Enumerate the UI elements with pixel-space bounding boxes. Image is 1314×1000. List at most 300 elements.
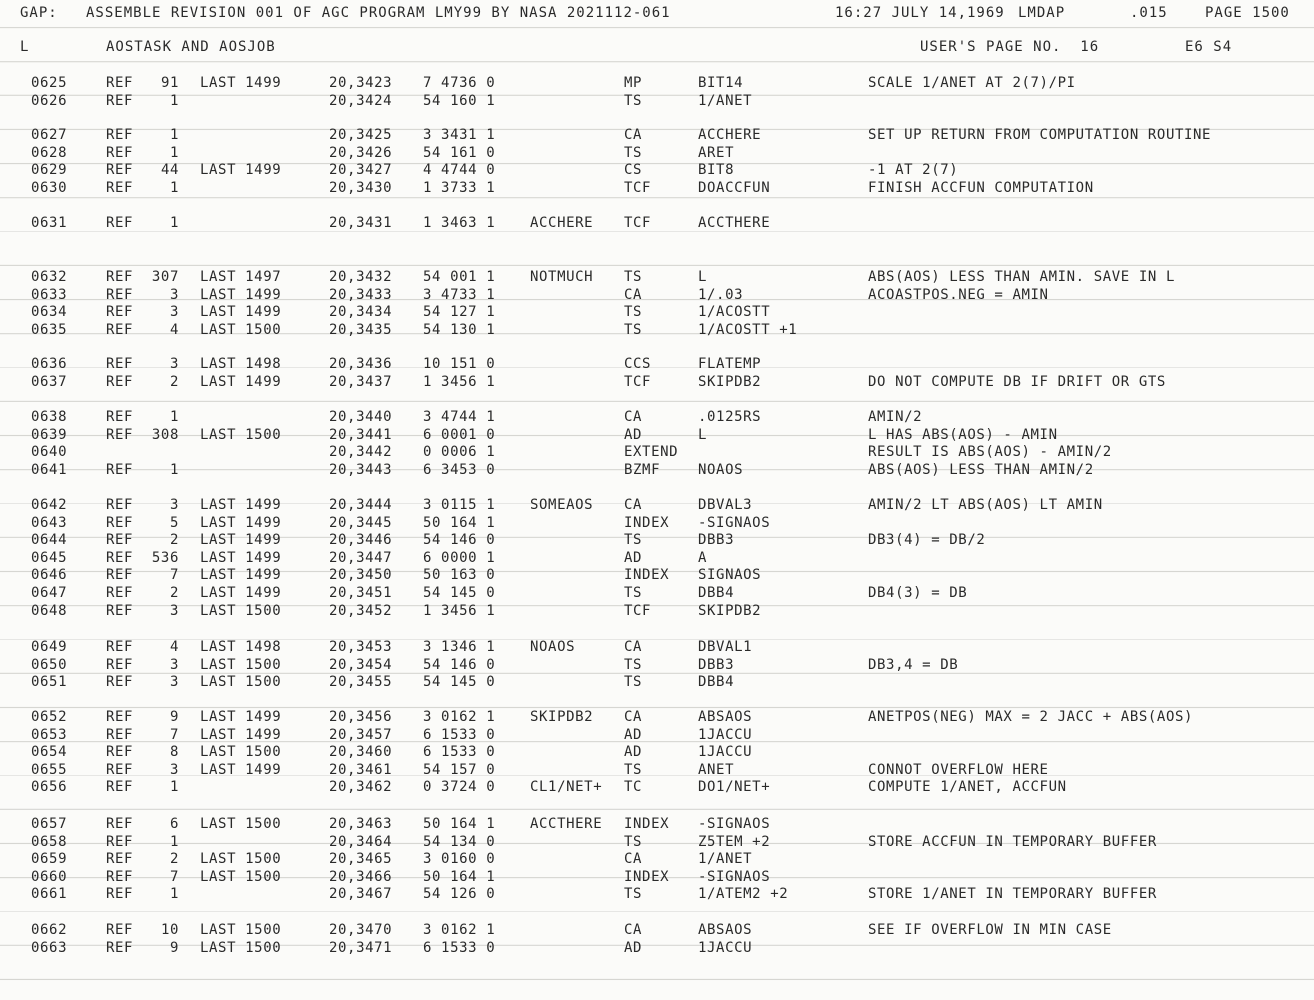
last-ref: LAST 1499 bbox=[200, 373, 282, 390]
comment: CONNOT OVERFLOW HERE bbox=[868, 761, 1049, 778]
last-ref: LAST 1500 bbox=[200, 321, 282, 338]
ref-count: 9 bbox=[169, 939, 179, 956]
page-code: E6 S4 bbox=[1185, 39, 1233, 55]
ref-label: REF bbox=[106, 549, 134, 566]
ref-count: 1 bbox=[169, 144, 179, 161]
comment: DO NOT COMPUTE DB IF DRIFT OR GTS bbox=[868, 373, 1166, 390]
address: 20,3465 bbox=[329, 851, 393, 868]
opcode: AD bbox=[624, 744, 643, 761]
address: 20,3450 bbox=[329, 567, 393, 584]
opcode: CCS bbox=[624, 356, 652, 372]
ref-label: REF bbox=[106, 639, 134, 655]
ref-label: REF bbox=[106, 144, 134, 161]
ref-label: REF bbox=[106, 461, 134, 478]
ref-label: REF bbox=[106, 939, 134, 956]
octal-code: 54 001 1 bbox=[423, 269, 496, 285]
octal-code: 6 0001 0 bbox=[423, 426, 496, 443]
assembly-time-date: 16:27 JULY 14,1969 bbox=[835, 5, 1005, 21]
comment: COMPUTE 1/ANET, ACCFUN bbox=[868, 779, 1067, 796]
octal-code: 1 3733 1 bbox=[423, 179, 496, 196]
opcode: TCF bbox=[624, 602, 652, 619]
ref-label: REF bbox=[106, 269, 134, 285]
octal-code: 54 161 0 bbox=[423, 144, 496, 161]
ref-count: 7 bbox=[169, 726, 179, 743]
last-ref: LAST 1499 bbox=[200, 75, 282, 91]
ref-label: REF bbox=[106, 409, 134, 425]
octal-code: 7 4736 0 bbox=[423, 75, 496, 91]
ref-label: REF bbox=[106, 709, 134, 725]
operand: ACCTHERE bbox=[698, 215, 771, 231]
subheader-column: L bbox=[20, 39, 30, 55]
listing-row bbox=[0, 74, 1314, 92]
operand: -SIGNAOS bbox=[698, 816, 771, 832]
comment: AMIN/2 bbox=[868, 409, 923, 425]
address: 20,3464 bbox=[329, 833, 393, 850]
octal-code: 3 0162 1 bbox=[423, 922, 496, 938]
octal-code: 50 164 1 bbox=[423, 514, 496, 531]
line-number: 0641 bbox=[31, 461, 68, 478]
opcode: TS bbox=[624, 761, 643, 778]
address: 20,3443 bbox=[329, 461, 393, 478]
comment: SCALE 1/ANET AT 2(7)/PI bbox=[868, 75, 1076, 91]
operand: DBB3 bbox=[698, 532, 735, 549]
last-ref: LAST 1499 bbox=[200, 726, 282, 743]
line-number: 0631 bbox=[31, 215, 68, 231]
octal-code: 54 145 0 bbox=[423, 585, 496, 601]
ref-count: 4 bbox=[169, 639, 179, 655]
ref-count: 9 bbox=[169, 709, 179, 725]
line-number: 0645 bbox=[31, 549, 68, 566]
listing-row bbox=[0, 426, 1314, 444]
operand: SKIPDB2 bbox=[698, 602, 762, 619]
listing-row bbox=[0, 673, 1314, 691]
address: 20,3426 bbox=[329, 144, 393, 161]
listing-row bbox=[0, 355, 1314, 373]
ref-label: REF bbox=[106, 92, 134, 109]
line-number: 0646 bbox=[31, 567, 68, 584]
octal-code: 3 3431 1 bbox=[423, 127, 496, 143]
location-label: ACCTHERE bbox=[530, 816, 603, 832]
address: 20,3451 bbox=[329, 585, 393, 601]
octal-code: 6 0000 1 bbox=[423, 549, 496, 566]
operand: BIT14 bbox=[698, 75, 744, 91]
octal-code: 54 134 0 bbox=[423, 833, 496, 850]
opcode: TS bbox=[624, 532, 643, 549]
line-number: 0659 bbox=[31, 851, 68, 868]
operand: L bbox=[698, 426, 708, 443]
last-ref: LAST 1500 bbox=[200, 922, 282, 938]
ref-count: 1 bbox=[169, 215, 179, 231]
last-ref: LAST 1499 bbox=[200, 585, 282, 601]
line-number: 0632 bbox=[31, 269, 68, 285]
ref-count: 2 bbox=[169, 585, 179, 601]
ref-label: REF bbox=[106, 816, 134, 832]
last-ref: LAST 1499 bbox=[200, 709, 282, 725]
octal-code: 6 1533 0 bbox=[423, 744, 496, 761]
octal-code: 54 146 0 bbox=[423, 656, 496, 673]
octal-code: 0 3724 0 bbox=[423, 779, 496, 796]
listing-row bbox=[0, 461, 1314, 479]
opcode: INDEX bbox=[624, 868, 670, 885]
operand: 1/.03 bbox=[698, 286, 744, 303]
ref-count: 8 bbox=[169, 744, 179, 761]
operand: ABSAOS bbox=[698, 709, 753, 725]
operand: FLATEMP bbox=[698, 356, 762, 372]
line-number: 0657 bbox=[31, 816, 68, 832]
comment: SET UP RETURN FROM COMPUTATION ROUTINE bbox=[868, 127, 1212, 143]
address: 20,3432 bbox=[329, 269, 393, 285]
operand: DBB3 bbox=[698, 656, 735, 673]
line-number: 0662 bbox=[31, 922, 68, 938]
opcode: AD bbox=[624, 549, 643, 566]
comment: RESULT IS ABS(AOS) - AMIN/2 bbox=[868, 444, 1112, 461]
listing-row bbox=[0, 921, 1314, 939]
page-number: PAGE 1500 bbox=[1205, 5, 1290, 21]
ref-label: REF bbox=[106, 674, 134, 691]
opcode: CA bbox=[624, 922, 643, 938]
ref-label: REF bbox=[106, 514, 134, 531]
ref-count: 5 bbox=[169, 514, 179, 531]
line-number: 0660 bbox=[31, 868, 68, 885]
last-ref: LAST 1499 bbox=[200, 549, 282, 566]
page-header bbox=[0, 4, 1314, 22]
address: 20,3433 bbox=[329, 286, 393, 303]
ref-label: REF bbox=[106, 585, 134, 601]
operand: DBB4 bbox=[698, 674, 735, 691]
address: 20,3461 bbox=[329, 761, 393, 778]
last-ref: LAST 1499 bbox=[200, 761, 282, 778]
operand: A bbox=[698, 549, 708, 566]
address: 20,3425 bbox=[329, 127, 393, 143]
opcode: TCF bbox=[624, 179, 652, 196]
octal-code: 0 0006 1 bbox=[423, 444, 496, 461]
listing-row bbox=[0, 179, 1314, 197]
opcode: TS bbox=[624, 886, 643, 903]
user-page-number: USER'S PAGE NO. 16 bbox=[920, 39, 1100, 55]
opcode: TCF bbox=[624, 373, 652, 390]
address: 20,3467 bbox=[329, 886, 393, 903]
ref-label: REF bbox=[106, 744, 134, 761]
opcode: TS bbox=[624, 269, 643, 285]
comment: ABS(AOS) LESS THAN AMIN/2 bbox=[868, 461, 1094, 478]
ref-label: REF bbox=[106, 215, 134, 231]
operand: SKIPDB2 bbox=[698, 373, 762, 390]
ref-count: 44 bbox=[160, 162, 179, 179]
opcode: BZMF bbox=[624, 461, 661, 478]
line-number: 0663 bbox=[31, 939, 68, 956]
address: 20,3441 bbox=[329, 426, 393, 443]
opcode: INDEX bbox=[624, 514, 670, 531]
operand: .0125RS bbox=[698, 409, 762, 425]
ref-count: 3 bbox=[169, 356, 179, 372]
address: 20,3462 bbox=[329, 779, 393, 796]
line-number: 0649 bbox=[31, 639, 68, 655]
line-number: 0661 bbox=[31, 886, 68, 903]
line-number: 0633 bbox=[31, 286, 68, 303]
opcode: AD bbox=[624, 726, 643, 743]
listing-row bbox=[0, 584, 1314, 602]
opcode: CA bbox=[624, 497, 643, 513]
last-ref: LAST 1500 bbox=[200, 851, 282, 868]
operand: -SIGNAOS bbox=[698, 514, 771, 531]
comment: L HAS ABS(AOS) - AMIN bbox=[868, 426, 1058, 443]
ref-count: 1 bbox=[169, 179, 179, 196]
ref-count: 1 bbox=[169, 886, 179, 903]
octal-code: 54 146 0 bbox=[423, 532, 496, 549]
listing-row bbox=[0, 373, 1314, 391]
comment: DB3,4 = DB bbox=[868, 656, 959, 673]
ref-count: 1 bbox=[169, 779, 179, 796]
ref-count: 536 bbox=[151, 549, 179, 566]
comment: DB4(3) = DB bbox=[868, 585, 968, 601]
address: 20,3431 bbox=[329, 215, 393, 231]
listing-row bbox=[0, 214, 1314, 232]
listing-row bbox=[0, 885, 1314, 903]
last-ref: LAST 1497 bbox=[200, 269, 282, 285]
ref-label: REF bbox=[106, 179, 134, 196]
octal-code: 54 126 0 bbox=[423, 886, 496, 903]
address: 20,3437 bbox=[329, 373, 393, 390]
operand: 1JACCU bbox=[698, 744, 753, 761]
opcode: CA bbox=[624, 639, 643, 655]
line-number: 0658 bbox=[31, 833, 68, 850]
address: 20,3430 bbox=[329, 179, 393, 196]
address: 20,3427 bbox=[329, 162, 393, 179]
listing-row bbox=[0, 144, 1314, 162]
octal-code: 3 0160 0 bbox=[423, 851, 496, 868]
ref-count: 307 bbox=[151, 269, 179, 285]
octal-code: 10 151 0 bbox=[423, 356, 496, 372]
operand: BIT8 bbox=[698, 162, 735, 179]
ref-label: REF bbox=[106, 356, 134, 372]
comment: ABS(AOS) LESS THAN AMIN. SAVE IN L bbox=[868, 269, 1175, 285]
listing-row bbox=[0, 761, 1314, 779]
operand: SIGNAOS bbox=[698, 567, 762, 584]
location-label: SKIPDB2 bbox=[530, 709, 594, 725]
listing-row bbox=[0, 638, 1314, 656]
address: 20,3440 bbox=[329, 409, 393, 425]
line-number: 0640 bbox=[31, 444, 68, 461]
operand: 1/ANET bbox=[698, 92, 753, 109]
listing-row bbox=[0, 531, 1314, 549]
last-ref: LAST 1500 bbox=[200, 426, 282, 443]
octal-code: 50 164 1 bbox=[423, 816, 496, 832]
ref-count: 308 bbox=[151, 426, 179, 443]
octal-code: 3 0162 1 bbox=[423, 709, 496, 725]
assembly-title: GAP: ASSEMBLE REVISION 001 OF AGC PROGRAM LMY99 BY NASA 2021112-061 bbox=[20, 5, 671, 21]
ref-count: 2 bbox=[169, 373, 179, 390]
listing-row bbox=[0, 602, 1314, 620]
line-number: 0637 bbox=[31, 373, 68, 390]
octal-code: 4 4744 0 bbox=[423, 162, 496, 179]
ref-count: 3 bbox=[169, 656, 179, 673]
octal-code: 3 0115 1 bbox=[423, 497, 496, 513]
octal-code: 54 127 1 bbox=[423, 304, 496, 321]
opcode: CA bbox=[624, 709, 643, 725]
line-number: 0642 bbox=[31, 497, 68, 513]
opcode: INDEX bbox=[624, 816, 670, 832]
octal-code: 1 3456 1 bbox=[423, 373, 496, 390]
line-number: 0656 bbox=[31, 779, 68, 796]
location-label: ACCHERE bbox=[530, 215, 594, 231]
listing-row bbox=[0, 514, 1314, 532]
ref-count: 1 bbox=[169, 461, 179, 478]
last-ref: LAST 1499 bbox=[200, 567, 282, 584]
last-ref: LAST 1498 bbox=[200, 356, 282, 372]
address: 20,3470 bbox=[329, 922, 393, 938]
address: 20,3453 bbox=[329, 639, 393, 655]
ref-label: REF bbox=[106, 127, 134, 143]
address: 20,3423 bbox=[329, 75, 393, 91]
ref-label: REF bbox=[106, 373, 134, 390]
octal-code: 54 130 1 bbox=[423, 321, 496, 338]
address: 20,3466 bbox=[329, 868, 393, 885]
ref-label: REF bbox=[106, 602, 134, 619]
address: 20,3454 bbox=[329, 656, 393, 673]
last-ref: LAST 1499 bbox=[200, 514, 282, 531]
octal-code: 50 163 0 bbox=[423, 567, 496, 584]
ref-label: REF bbox=[106, 726, 134, 743]
octal-code: 54 145 0 bbox=[423, 674, 496, 691]
ref-count: 6 bbox=[169, 816, 179, 832]
address: 20,3455 bbox=[329, 674, 393, 691]
address: 20,3436 bbox=[329, 356, 393, 372]
ref-count: 10 bbox=[160, 922, 179, 938]
ref-label: REF bbox=[106, 75, 134, 91]
ref-count: 1 bbox=[169, 833, 179, 850]
ref-label: REF bbox=[106, 922, 134, 938]
line-number: 0638 bbox=[31, 409, 68, 425]
operand: 1/ACOSTT bbox=[698, 304, 771, 321]
ref-label: REF bbox=[106, 779, 134, 796]
listing-row bbox=[0, 778, 1314, 796]
line-number: 0654 bbox=[31, 744, 68, 761]
ref-count: 3 bbox=[169, 602, 179, 619]
page-subheader bbox=[0, 38, 1314, 56]
operand: L bbox=[698, 269, 708, 285]
last-ref: LAST 1500 bbox=[200, 816, 282, 832]
address: 20,3456 bbox=[329, 709, 393, 725]
octal-code: 6 3453 0 bbox=[423, 461, 496, 478]
line-number: 0651 bbox=[31, 674, 68, 691]
last-ref: LAST 1500 bbox=[200, 656, 282, 673]
opcode: TS bbox=[624, 833, 643, 850]
opcode: CS bbox=[624, 162, 643, 179]
ref-count: 4 bbox=[169, 321, 179, 338]
listing-row bbox=[0, 408, 1314, 426]
line-number: 0630 bbox=[31, 179, 68, 196]
comment: STORE 1/ANET IN TEMPORARY BUFFER bbox=[868, 886, 1157, 903]
address: 20,3444 bbox=[329, 497, 393, 513]
last-ref: LAST 1499 bbox=[200, 286, 282, 303]
ref-label: REF bbox=[106, 286, 134, 303]
operand: NOAOS bbox=[698, 461, 744, 478]
line-number: 0636 bbox=[31, 356, 68, 372]
ref-label: REF bbox=[106, 868, 134, 885]
listing-row bbox=[0, 549, 1314, 567]
operand: DOACCFUN bbox=[698, 179, 771, 196]
operand: ARET bbox=[698, 144, 735, 161]
listing-row bbox=[0, 303, 1314, 321]
location-label: NOTMUCH bbox=[530, 269, 594, 285]
listing-row bbox=[0, 126, 1314, 144]
opcode: AD bbox=[624, 426, 643, 443]
ref-count: 7 bbox=[169, 567, 179, 584]
opcode: TS bbox=[624, 656, 643, 673]
line-number: 0634 bbox=[31, 304, 68, 321]
octal-code: 6 1533 0 bbox=[423, 939, 496, 956]
comment: AMIN/2 LT ABS(AOS) LT AMIN bbox=[868, 497, 1103, 513]
ref-count: 1 bbox=[169, 127, 179, 143]
address: 20,3435 bbox=[329, 321, 393, 338]
ref-count: 3 bbox=[169, 674, 179, 691]
operand: DBB4 bbox=[698, 585, 735, 601]
ref-count: 2 bbox=[169, 532, 179, 549]
opcode: CA bbox=[624, 127, 643, 143]
listing-row bbox=[0, 868, 1314, 886]
listing-row bbox=[0, 566, 1314, 584]
last-ref: LAST 1498 bbox=[200, 639, 282, 655]
octal-code: 3 1346 1 bbox=[423, 639, 496, 655]
listing-row bbox=[0, 443, 1314, 461]
last-ref: LAST 1499 bbox=[200, 162, 282, 179]
listing-row bbox=[0, 815, 1314, 833]
comment: -1 AT 2(7) bbox=[868, 162, 959, 179]
comment: SEE IF OVERFLOW IN MIN CASE bbox=[868, 922, 1112, 938]
last-ref: LAST 1500 bbox=[200, 602, 282, 619]
opcode: INDEX bbox=[624, 567, 670, 584]
last-ref: LAST 1500 bbox=[200, 744, 282, 761]
listing-row bbox=[0, 743, 1314, 761]
ref-label: REF bbox=[106, 162, 134, 179]
opcode: TS bbox=[624, 585, 643, 601]
address: 20,3434 bbox=[329, 304, 393, 321]
ref-label: REF bbox=[106, 304, 134, 321]
listing-row bbox=[0, 726, 1314, 744]
operand: 1JACCU bbox=[698, 939, 753, 956]
address: 20,3446 bbox=[329, 532, 393, 549]
location-label: SOMEAOS bbox=[530, 497, 594, 513]
operand: 1/ACOSTT +1 bbox=[698, 321, 798, 338]
ref-count: 1 bbox=[169, 409, 179, 425]
operand: 1/ANET bbox=[698, 851, 753, 868]
opcode: CA bbox=[624, 286, 643, 303]
ref-count: 91 bbox=[160, 75, 179, 91]
address: 20,3442 bbox=[329, 444, 393, 461]
listing-row bbox=[0, 833, 1314, 851]
listing-row bbox=[0, 286, 1314, 304]
address: 20,3471 bbox=[329, 939, 393, 956]
ref-label: REF bbox=[106, 497, 134, 513]
line-number: 0627 bbox=[31, 127, 68, 143]
octal-code: 54 157 0 bbox=[423, 761, 496, 778]
operand: -SIGNAOS bbox=[698, 868, 771, 885]
listing-row bbox=[0, 268, 1314, 286]
location-label: CL1/NET+ bbox=[530, 779, 603, 796]
ref-label: REF bbox=[106, 656, 134, 673]
opcode: TS bbox=[624, 321, 643, 338]
line-number: 0650 bbox=[31, 656, 68, 673]
location-label: NOAOS bbox=[530, 639, 576, 655]
listing-row bbox=[0, 321, 1314, 339]
address: 20,3452 bbox=[329, 602, 393, 619]
operand: 1JACCU bbox=[698, 726, 753, 743]
ref-label: REF bbox=[106, 886, 134, 903]
address: 20,3445 bbox=[329, 514, 393, 531]
ref-count: 3 bbox=[169, 286, 179, 303]
listing-row bbox=[0, 656, 1314, 674]
operand: ANET bbox=[698, 761, 735, 778]
